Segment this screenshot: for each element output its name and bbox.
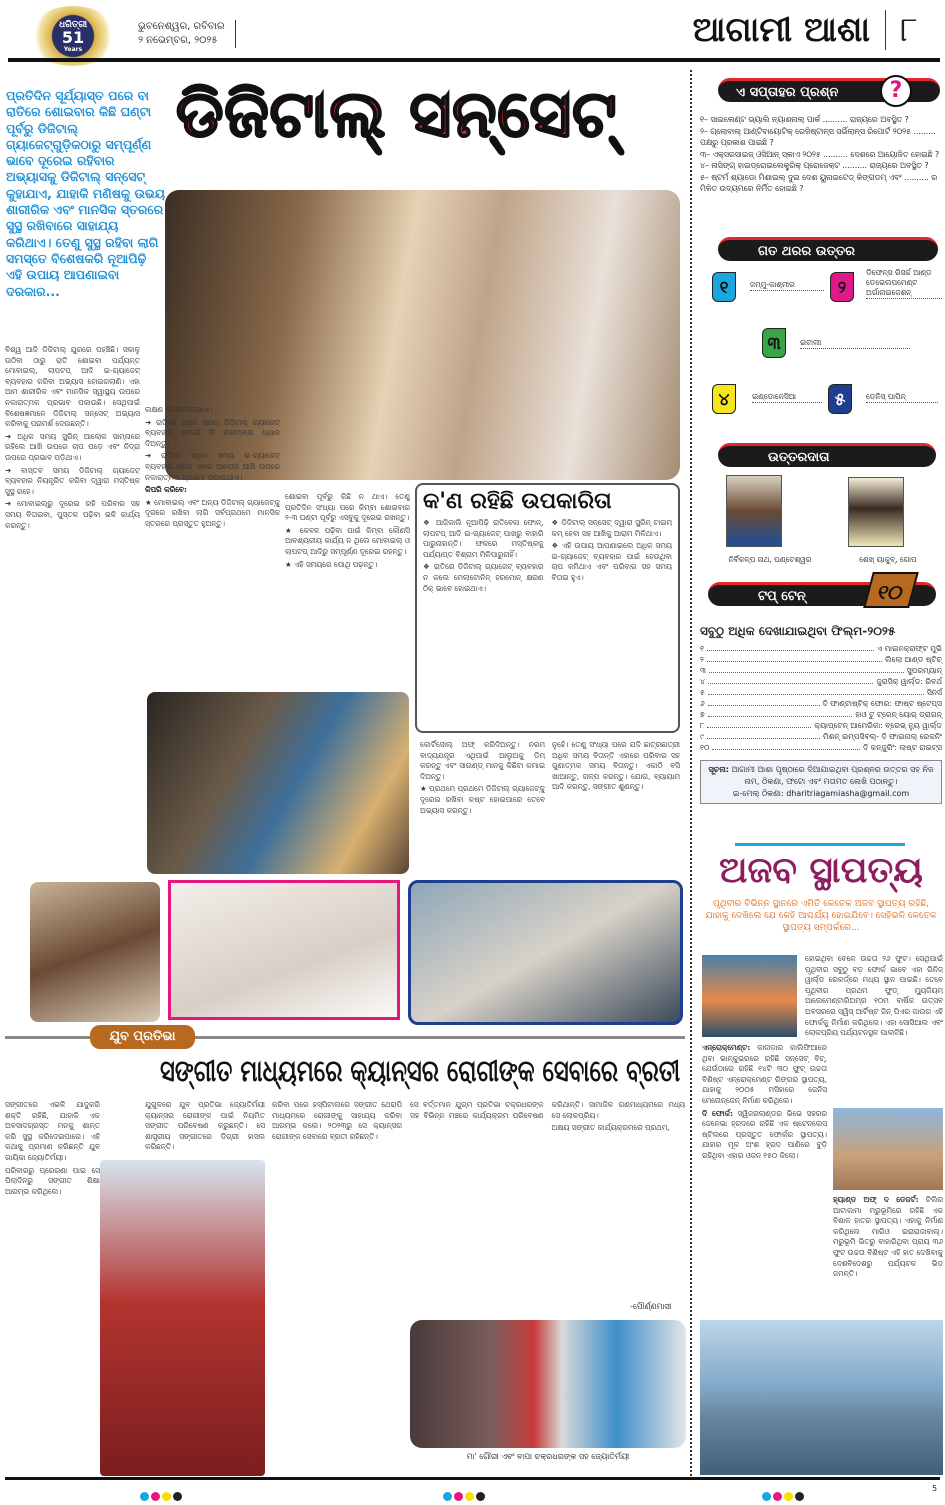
ajab-title: ଅଜବ ସ୍ଥାପତ୍ୟ bbox=[719, 850, 923, 891]
topten-item: ୪ ଜୁରାସିକ୍ ୱାର୍ଲ୍ଡ: ରିବର୍ଥ bbox=[700, 677, 942, 686]
header-rule bbox=[8, 58, 940, 62]
dateline: ଭୁବନେଶ୍ୱର, ରବିବାର ୨ ନଭେମ୍ବର, ୨୦୨୫ bbox=[138, 20, 236, 48]
byline: -ପୌର୍ଣ୍ଣମାସୀ bbox=[630, 1302, 672, 1311]
singer-portrait bbox=[100, 1160, 265, 1476]
answer-badge-1: ୧ bbox=[712, 272, 736, 302]
topten-item: ୧ ଏ ମାଇନକ୍ରାଫ୍ଟ ମୁଭି bbox=[700, 644, 942, 653]
lead-col-1: ବିଶ୍ୱ ଆଜି ଡିଜିଟାଲ୍ ଯୁଗରେ ପହଞ୍ଚିଛି। ସକାଳୁ ଉଠିବା ଠାରୁ ରାତି ଶୋଇବା ପର୍ଯ୍ୟନ୍ତ ମୋବାଇଲ୍, ଲାପଟପ୍ ଆଦି ଇ-ଗ୍ୟାଜେଟ୍ ବ୍ୟବହାର କରିବା ଅଭ୍ୟାସ ହୋଇଗଲାଣି। ଏହା ଆମ ଶାରୀରିକ ଏବଂ ମାନସିକ ସ୍ୱାସ୍ଥ୍ୟ ଉପରେ ନକାରାତ୍ମକ ପ୍ରଭାବ ପକାଉଛି। ସେଥିପାଇଁ ବିଶେଷଜ୍ଞମାନେ ଡିଜିଟାଲ୍ ସନ୍‌ସେଟ୍ ଅଭ୍ୟାସ କରିବାକୁ ପରାମର୍ଶ ଦେଉଛନ୍ତି। ➔ ଅଧିକ ସମୟ ସ୍କ୍ରିନ୍ ଆଲୋକ ସାମ୍ନାରେ ରହିଲେ ଆଖି ଉପରେ ଚାପ ପଡ଼େ ଏବଂ ନିଦ୍ରା ଉପରେ ପ୍ରଭାବ ପଡ଼ିଥାଏ। ➔ ବାସ୍ତବ ସମୟ ଡିଜିଟାଲ୍ ଗ୍ୟାଜେଟ୍ ବ୍ୟବହାର ନିୟନ୍ତ୍ରିତ କରିବା ଦ୍ୱାରା ମସ୍ତିଷ୍କ ସୁସ୍ଥ ରହେ। ➔ ମୋବାଇଲ୍‌ରୁ ଦୂରେଇ ରହି ପରିବାର ସହ ସମୟ ବିତାଇବା, ପୁସ୍ତକ ପଢ଼ିବା ଭଳି କାର୍ଯ୍ୟ କରନ୍ତୁ। bbox=[5, 345, 140, 530]
answers-banner: ଗତ ଥରର ଉତ୍ତର bbox=[718, 237, 938, 261]
topten-list bbox=[700, 643, 942, 753]
registration-marks bbox=[140, 1486, 184, 1505]
painting-photo bbox=[147, 692, 409, 874]
lead-col-5: ନୁହେଁ। ତେଣୁ ସଂଧ୍ୟା ପରେ ଯଦି ଛାତ୍ରଛାତ୍ରୀ ଅଧିକ ସମୟ ବିତାନ୍ତି ଏହାରେ ପରିବାର ସହ ଗୁଣାତ୍ମକ ସମୟ ବିତାନ୍ତୁ। ଏକାଠି ବସି ଖାଆନ୍ତୁ, ଗଳ୍ପ କରନ୍ତୁ। ଯୋଗ, ବ୍ୟାୟାମ ଆଦି କରନ୍ତୁ, ସଙ୍ଗୀତ ଶୁଣନ୍ତୁ। bbox=[552, 740, 680, 792]
ajab-text-2: ଏନ୍‌ରୋକ୍‌ମେଣ୍ଟ: କାନାଡ଼ାର କାଲିଫିଆରେ ଥିବା ଭାନ୍‌କୁଭରରେ ରହିଛି ସନ୍‌ସେଟ୍ ବିଚ୍, ଯେଉଁଠାରେ ରହିଛି ୧୪ଟି ୩୦ ଫୁଟ୍ ଉଚ୍ଚତା ବିଶିଷ୍ଟ ଏନ୍‌ରୋକ୍‌ମେଣ୍ଟ ରିଙ୍ଗର ସ୍ଥାପତ୍ୟ, ଯାହାକୁ ୨୦୦୫ ମସିହାରେ ଜେନିସ୍ ମେନୋନ୍‌ଜେନ୍ ନିର୍ମାଣ କରିଥିଲେ। ଦି ଫୋର୍କ: ସ୍ୱିଜରଲାଣ୍ଡର ଭିଭେ ସହରର ଜେନେଭା ହ୍ରଦରେ ରହିଛି ଏକ ଷ୍ଟେନଲେସ୍ ଷ୍ଟିଲରେ ପ୍ରସ୍ତୁତ ଫୋର୍କର ସ୍ଥାପତ୍ୟ। ଯାହାର ମୂଳ ଅଂଶ ହ୍ରଦ ପାଣିରେ ବୁଡ଼ି ରହିଥିବା ଏହାର ଓଜନ ୧୫୦ କିଲୋ। bbox=[702, 1043, 827, 1160]
lead-col-2: ଲକ୍ଷଣ ଦେଖାଦେଉଥାଏ। ➔ ରାତିରେ ଅଧିକ ସମୟ ଡିଜିଟାଲ୍ ଗ୍ୟାଜେଟ୍ ବ୍ୟବହାର ହେଉଛି କି ବାରମ୍ବାର ଧ୍ୟାନ ଦିଅନ୍ତୁ। ➔ ରାତିରେ ଅଧିକ ସମୟ ଇ-ଗ୍ୟାଜେଟ୍ ବ୍ୟବହାର କଲେ ଏହାର ଆଲୋକ ଆଖି ଉପରେ ନକାରାତ୍ମକ ପ୍ରଭାବ ପକାଇଥାଏ। କିପରି କରିବେ: ★ ମୋବାଇଲ୍ ଏବଂ ଅନ୍ୟ ଡିଜିଟାଲ୍ ଗ୍ୟାଜେଟ୍‌କୁ ଦୂରରେ ରଖିବା ଲାଗି ସର୍ବପ୍ରଥମେ ମାନସିକ ସ୍ତରରେ ପ୍ରସ୍ତୁତ ହୁଅନ୍ତୁ। bbox=[145, 405, 280, 528]
ajab-text-1: ହୋଇଥିବା ବେଳେ ଉଚ୍ଚତା ୨୬ ଫୁଟ। ସେଥିପାଇଁ ପୃଥିବୀର ସବୁଠୁ ବଡ଼ ଫୋର୍କ ଭାବେ ଏହା ଗିନିଜ୍ ୱାର୍ଲ୍ଡ ରେକର୍ଡ୍‌ରେ ମଧ୍ୟ ସ୍ଥାନ ପାଇଛି। ତେବେ ପୃଥିବୀର ପ୍ରଥମ ଫୁଡ୍ ମ୍ୟୁଜିୟମ୍ ଆଲେମେଣ୍ଟାରିଅମ୍‌ର ୧୦ମ ବାର୍ଷିକ ଉତ୍ସବ ଅବସରରେ ସ୍ୱିସ୍ ଆର୍ଟିଷ୍ଟ ଜିନ୍ ପିଏର ଜାଉଗ ଏହି ଫୋର୍କକୁ ନିର୍ମାଣ କରିଥିଲେ। ଏହା ସୋସିଆଲ ଏବଂ ଲୋକପ୍ରିୟ ପର୍ଯ୍ୟଟନସ୍ଥଳ ପାଲଟିଛି। bbox=[805, 954, 943, 1038]
topten-heading: ସବୁଠୁ ଅଧିକ ଦେଖାଯାଇଥିବା ଫିଲ୍ମ-୨୦୨୫ bbox=[700, 624, 896, 638]
feature-col-1: ସଙ୍ଗୀତରେ ଏଭଳି ଯାଦୁକରି ଶକ୍ତି ରହିଛି, ଯାହାକି ଏକ ଅବସାଦଗ୍ରସ୍ତ ମନକୁ ଶାନ୍ତ କରି ସୁସ୍ଥ କରିଦେଇପାରେ। ଏହି କଥାକୁ ପ୍ରମାଣ କରିଛନ୍ତି ଯୁବ ଗାୟିକା ଜ୍ୟୋତିର୍ମୟୀ। ପରିବାରରୁ ପ୍ରେରଣା ପାଇ ସେ ପିଲାଦିନରୁ ସଙ୍ଗୀତ ଶିକ୍ଷା ଆରମ୍ଭ କରିଥିଲେ। bbox=[5, 1100, 100, 1196]
section-title: ଆଗାମୀ ଆଶା bbox=[692, 10, 870, 50]
column-divider bbox=[690, 70, 692, 1480]
answer-badge-4: ୪ bbox=[712, 384, 736, 414]
footer-rule bbox=[5, 1477, 940, 1480]
topten-item: ୬ ଦି ଫାଣ୍ଟାଷ୍ଟିକ୍ ଫୋର: ଫାଷ୍ଟ ଷ୍ଟେପ୍ସ bbox=[700, 699, 942, 708]
benefits-text: ❖ ଆଜିକାଲି ନୂଆପିଢ଼ି ରାତିବେଳା ଫୋନ୍, ଲାପଟପ୍ ଆଦି ଇ-ଗ୍ୟାଜେଟ୍ ପାଖରୁ ବାହାରି ପାରୁନାହାନ୍ତି। ଫଳରେ ମସ୍ତିଷ୍କକୁ ପର୍ଯ୍ୟାପ୍ତ ବିଶ୍ରାମ ମିଳିପାରୁନାହିଁ। ❖ ରାତିରେ ଡିଜିଟାଲ୍ ଗ୍ୟାଜେଟ୍ ବ୍ୟବହାର ନ କଲେ ମେଲାଟୋନିନ୍ ହରମୋନ୍ କ୍ଷରଣ ଠିକ୍ ଭାବେ ହୋଇଥାଏ। ❖ ଡିଜିଟାଲ୍ ସନ୍‌ସେଟ୍ ଦ୍ୱାରା ସ୍କ୍ରିନ୍ ଟାଇମ୍ କମ୍ ହେବା ସହ ଆଖିକୁ ଆରାମ ମିଳିଥାଏ। ❖ ଏହି ଉପାୟ ଆପଣାଇଲେ ଅଧିକ ସମୟ ଇ-ଗ୍ୟାଜେଟ୍ ବ୍ୟବହାର ପାଇଁ ହେଉଥିବା ଚାପ କମିଥାଏ ଏବଂ ପରିବାର ସହ ସମୟ ବିତାଇ ହୁଏ। bbox=[423, 518, 672, 593]
ajab-text-3: ହ୍ୟାଣ୍ଡ ଅଫ୍ ଦ ଡେଜର୍ଟ: ଚିଲିର ଆଟାକାମା ମରୁଭୂମିରେ ରହିଛି ଏକ ବିଶାଳ ହାତର ସ୍ଥାପତ୍ୟ। ଏହାକୁ ନିର୍ମାଣ କରିଥିଲେ ମାରିଓ ଇରାରାଜାବାଲ୍। ମରୁଭୂମି ଭିତରୁ ବାହାରିଥିବା ପ୍ରାୟ ୩୬ ଫୁଟ ଉଚ୍ଚତା ବିଶିଷ୍ଟ ଏହି ହାତ ଦେଖିବାକୁ ଦେଶବିଦେଶରୁ ପର୍ଯ୍ୟଟକ ଭିଡ଼ ଜମନ୍ତି। bbox=[833, 1195, 943, 1279]
lead-col-3: ଶୋଇବା ପୂର୍ବରୁ କିଛି ନ ଥାଏ। ତେଣୁ ପ୍ରତିଦିନ ସଂଧ୍ୟା ପରେ କିମ୍ବା ଶୋଇବାର ୨-୩ ଘଣ୍ଟା ପୂର୍ବରୁ ଏସବୁକୁ ଦୂରେଇ ରଖନ୍ତୁ। ★ କେବଳ ପଢ଼ିବା ପାଇଁ କିମ୍ବା କୌଣସି ଆବଶ୍ୟକୀୟ କାର୍ଯ୍ୟ ନ ଥିଲେ ମୋବାଇଲ୍ ଓ ଲାପଟପ୍ ଆଦିରୁ ସମ୍ପୂର୍ଣ୍ଣ ଦୂରେଇ ରହନ୍ତୁ। ★ ଏହି ସମୟରେ ପୋଥି ପଢ଼ନ୍ତୁ। bbox=[285, 492, 410, 569]
winner-name-1: ନିର୍ବିକଳ୍ପ ନାଥ, ଘଣ୍ଟେଶ୍ୱର bbox=[728, 555, 812, 564]
submission-note: ସୂଚନା: ଆଗାମୀ ଆଶା ପୃଷ୍ଠାରେ ଦିଆଯାଇଥିବା ପ୍ରଶ୍ନର ଉତ୍ତର ସହ ନିଜ ନାମ, ଠିକଣା, ଫଟୋ ଏବଂ ମତାମତ ଲେଖି ପଠାନ୍ତୁ। ଇ-ମେଲ୍ ଠିକଣା: dharitriagamiasha@gmail.com bbox=[700, 760, 942, 804]
topten-item: ୨ ଲିଲୋ ଆଣ୍ଡ ଷ୍ଟିଚ୍ bbox=[700, 655, 942, 664]
registration-marks bbox=[762, 1486, 806, 1505]
dharitri-logo: ଧରିତ୍ରୀ 51 Years bbox=[28, 6, 118, 66]
winner-photo-2 bbox=[848, 477, 904, 547]
feature-col-2: ଯୁଗୁଳରେ ଯୁବ ପ୍ରତିଭା ଜ୍ୟୋତିର୍ମୟୀ କ୍ୟାନ୍ସର ରୋଗୀଙ୍କ ପାଇଁ ନିୟମିତ ସଙ୍ଗୀତ ପରିବେଷଣ କରୁଛନ୍ତି। ସେ ଶାସ୍ତ୍ରୀୟ ସଙ୍ଗୀତରେ ଡିଗ୍ରୀ ହାସଲ କରିଛନ୍ତି। bbox=[145, 1100, 265, 1152]
answer-badge-2: ୨ bbox=[830, 272, 854, 302]
topten-item: ୫ ସିନର୍ସ bbox=[700, 688, 942, 697]
answer-3: ଇଟାଲୀ bbox=[800, 338, 910, 349]
section-tag: ଯୁବ ପ୍ରତିଭା bbox=[90, 1025, 195, 1049]
answer-4: ଇଣ୍ଡୋନେସିଆ bbox=[752, 392, 822, 403]
benefits-title: କ'ଣ ରହିଛି ଉପକାରିତା bbox=[423, 489, 612, 514]
sleeping-photo bbox=[168, 880, 400, 1020]
registration-marks bbox=[443, 1486, 487, 1505]
fork-sculpture-photo bbox=[700, 1320, 943, 1475]
hand-of-desert-photo bbox=[833, 1108, 943, 1190]
page-number: ୮ bbox=[885, 10, 918, 50]
answer-badge-3: ୩ bbox=[762, 328, 786, 358]
topten-item: ୮ କ୍ୟାପ୍ଟେନ୍ ଆମେରିକା: ବ୍ରେଭ୍ ନ୍ୟୁ ୱାର୍ଲ୍ଡ bbox=[700, 721, 942, 730]
feature-col-4: ସେ ବର୍ତ୍ତମାନ ଯୁଗ୍ମ ପ୍ରତିଭା ଚକ୍ରଧରଙ୍କ ସହ ବିଭିନ୍ନ ମଞ୍ଚରେ କାର୍ଯ୍ୟକ୍ରମ ପରିବେଷଣ କରିଥାନ୍ତି। ସାମାଜିକ ଗଣମାଧ୍ୟମରେ ମଧ୍ୟ ସେ ଲୋକପ୍ରିୟ। ଅକ୍ଷୟ ସଙ୍ଗୀତ କାର୍ଯ୍ୟକ୍ରମରେ ପ୍ରଥମ, bbox=[410, 1100, 685, 1133]
family-photo bbox=[410, 1320, 686, 1448]
answer-badge-5: ୫ bbox=[828, 384, 852, 414]
benefits-box bbox=[415, 483, 680, 733]
topten-item: ୯ ମିଶନ୍ ଇମ୍ପସିବଲ୍- ଦି ଫାଇନାଲ୍ ରେକନିଂ bbox=[700, 732, 942, 741]
accent-rule bbox=[735, 843, 905, 846]
winner-photo-1 bbox=[726, 475, 782, 547]
quiz-banner: ଏ ସପ୍ତାହର ପ୍ରଶ୍ନ ? bbox=[718, 78, 940, 102]
quiz-questions: ୧– ସାଇଲେଣ୍ଟ ଭ୍ୟାଲି ନ୍ୟାଶନାଲ୍ ପାର୍କ .......... ରାଜ୍ୟରେ ଅବସ୍ଥିତ ? ୨– ଗ୍ଲୋବାଲ୍ ଆଣ୍ଟିବାୟୋଟିକ୍ ରେଜିଷ୍ଟାନ୍ସ ସର୍ଭିଲାନ୍ସ ରିପୋର୍ଟ ୨୦୨୫ ......... ପକ୍ଷରୁ ପ୍ରକାଶ ପାଇଛି ? ୩– ଏକ୍ସରସାଇଜ୍ ଓସିଆନ୍ ସ୍କାଏ ୨୦୨୫ .......... ଦେଶରେ ଆୟୋଜିତ ହୋଇଛି ? ୪– ନାସିଙ୍ଗ୍ ହାଇଡ୍ରୋଇଲେକ୍ଟ୍ରିକ୍ ପ୍ରୋଜେକ୍ଟ .......... ରାଜ୍ୟରେ ଅବସ୍ଥିତ ? ୫– ଷ୍ଟର୍ମ ଶ୍ୟାଡୋ ମିଶାଇଲ୍ ଦୁଇ ଦେଶ ୟୁନାଇଟେଡ୍ କିଙ୍ଗଡମ୍ ଏବଂ .......... ର ମିଳିତ ଉଦ୍ୟମରେ ନିର୍ମିତ ହୋଇଛି ? bbox=[700, 115, 940, 193]
topten-item: ୩ ସୁପରମ୍ୟାନ୍ bbox=[700, 666, 942, 675]
winners-banner: ଉତ୍ତରଦାତା bbox=[718, 443, 936, 467]
answer-5: ଡେନିସ୍ ପାପିନ୍ bbox=[866, 392, 938, 403]
ajab-subtitle: ପୃଥିବୀର ବିଭିନ୍ନ ସ୍ଥାନରେ ଏମିତି କେତେକ ଅଜବ ସ୍ଥାପତ୍ୟ ରହିଛି, ଯାହାକୁ ଦେଖିଲେ ଯେ କେହି ଆଶ୍ଚର୍ଯ୍ୟ ହୋଇଯିବେ। ସେହିଭଳି କେତେକ ସ୍ଥାପତ୍ୟ ସମ୍ପର୍କରେ... bbox=[705, 899, 937, 933]
lead-intro: ପ୍ରତିଦିନ ସୂର୍ଯ୍ୟାସ୍ତ ପରେ ବା ରାତିରେ ଶୋଇବାର କିଛି ଘଣ୍ଟା ପୂର୍ବରୁ ଡିଜିଟାଲ୍ ଗ୍ୟାଜେଟ୍‌ଗୁଡ଼ିକଠାରୁ ସମ୍ପୂର୍ଣ୍ଣ ଭାବେ ଦୂରେଇ ରହିବାର ଅଭ୍ୟାସକୁ ଡିଜିଟାଲ୍ ସନ୍‌ସେଟ୍ କୁହାଯାଏ, ଯାହାକି ମଣିଷକୁ ଉଭୟ ଶାରୀରିକ ଏବଂ ମାନସିକ ସ୍ତରରେ ସୁସ୍ଥ ରଖିବାରେ ସାହାଯ୍ୟ କରିଥାଏ। ତେଣୁ ସୁସ୍ଥ ରହିବା ଲାଗି ସମସ୍ତେ ବିଶେଷକରି ନୂଆପିଢ଼ି ଏହି ଉପାୟ ଆପଣାଇବା ଦରକାର... bbox=[6, 88, 166, 299]
lead-col-4: କୋର୍ଟିସୋଲ୍ ଅଫ୍ କରିଦିଅନ୍ତୁ। ନରମ ବାଦ୍ୟଯନ୍ତ୍ର ଏଥିପାଇଁ ଆଲୁଅକୁ ଡିମ୍ କରନ୍ତୁ ଏବଂ ସାଉଣ୍ଡ୍ ମାନକୁ କିଛିଟା କମାଇ ଦିଅନ୍ତୁ। ★ ପ୍ରଥମେ ପ୍ରଥମେ ଡିଜିଟାଲ୍ ଗ୍ୟାଜେଟ୍‌କୁ ଦୂରେଇ ରଖିବା କଷ୍ଟ ହୋଇପାରେ ତେବେ ଅଭ୍ୟାସ କରନ୍ତୁ। bbox=[420, 740, 545, 815]
topten-item: ୧୦ ଦି କନ୍‌ଜୁରିଂ: ଲାଷ୍ଟ ରାଇଟ୍ସ bbox=[700, 743, 942, 752]
reading-girl-photo bbox=[30, 882, 160, 1022]
phone-on-table-photo bbox=[408, 880, 683, 1025]
winner-name-2: ଶେଖ୍ ୟାକୁବ୍, ଗୋପ bbox=[859, 555, 917, 564]
enrockment-photo bbox=[702, 955, 797, 1037]
page-marker: 5 bbox=[932, 1484, 938, 1493]
topten-item: ୭ ହାଓ ଟୁ ଟ୍ରେନ୍ ୟୋର୍ ଡ୍ରାଗନ୍ bbox=[700, 710, 942, 719]
feature-col-3: କରିବା ପରେ ହସ୍ପିଟାଲରେ ସଙ୍ଗୀତ ଥେରାପି ମାଧ୍ୟମରେ ରୋଗୀଙ୍କୁ ସାହାଯ୍ୟ କରିବା ଆରମ୍ଭ କଲେ। ୨୦୨୩ରୁ ସେ କ୍ୟାନ୍ସର ରୋଗୀଙ୍କ ସେବାରେ ବ୍ରତୀ ରହିଛନ୍ତି। bbox=[272, 1100, 402, 1141]
question-mark-icon: ? bbox=[880, 75, 912, 107]
email-link[interactable]: dharitriagamiasha@gmail.com bbox=[786, 789, 910, 798]
lead-headline: ଡିଜିଟାଲ୍ ସନ୍‌ସେଟ୍ bbox=[176, 78, 618, 152]
answer-1: ଜମ୍ମୁ-କାଶ୍ମୀର bbox=[750, 280, 824, 291]
photo-caption: ମା' ଗୌରୀ ଏବଂ ବାପା ଚକ୍ରଧରଙ୍କ ସହ ଜ୍ୟୋତିର୍ମୟୀ bbox=[466, 1452, 630, 1461]
topten-banner: ଟପ୍ ଟେନ୍ bbox=[708, 582, 936, 606]
answer-2: ଡିଫେନ୍ସ ରିସର୍ଚ୍ଚ ଆଣ୍ଡ ଡେଭେଲପମେଣ୍ଟ ଅର୍ଗାନାଇଜେଶନ୍ bbox=[866, 268, 942, 299]
feature-headline: ସଙ୍ଗୀତ ମାଧ୍ୟମରେ କ୍ୟାନ୍ସର ରୋଗୀଙ୍କ ସେବାରେ ବ୍ରତୀ bbox=[160, 1054, 681, 1089]
topten-badge: ୧୦ bbox=[863, 572, 919, 608]
